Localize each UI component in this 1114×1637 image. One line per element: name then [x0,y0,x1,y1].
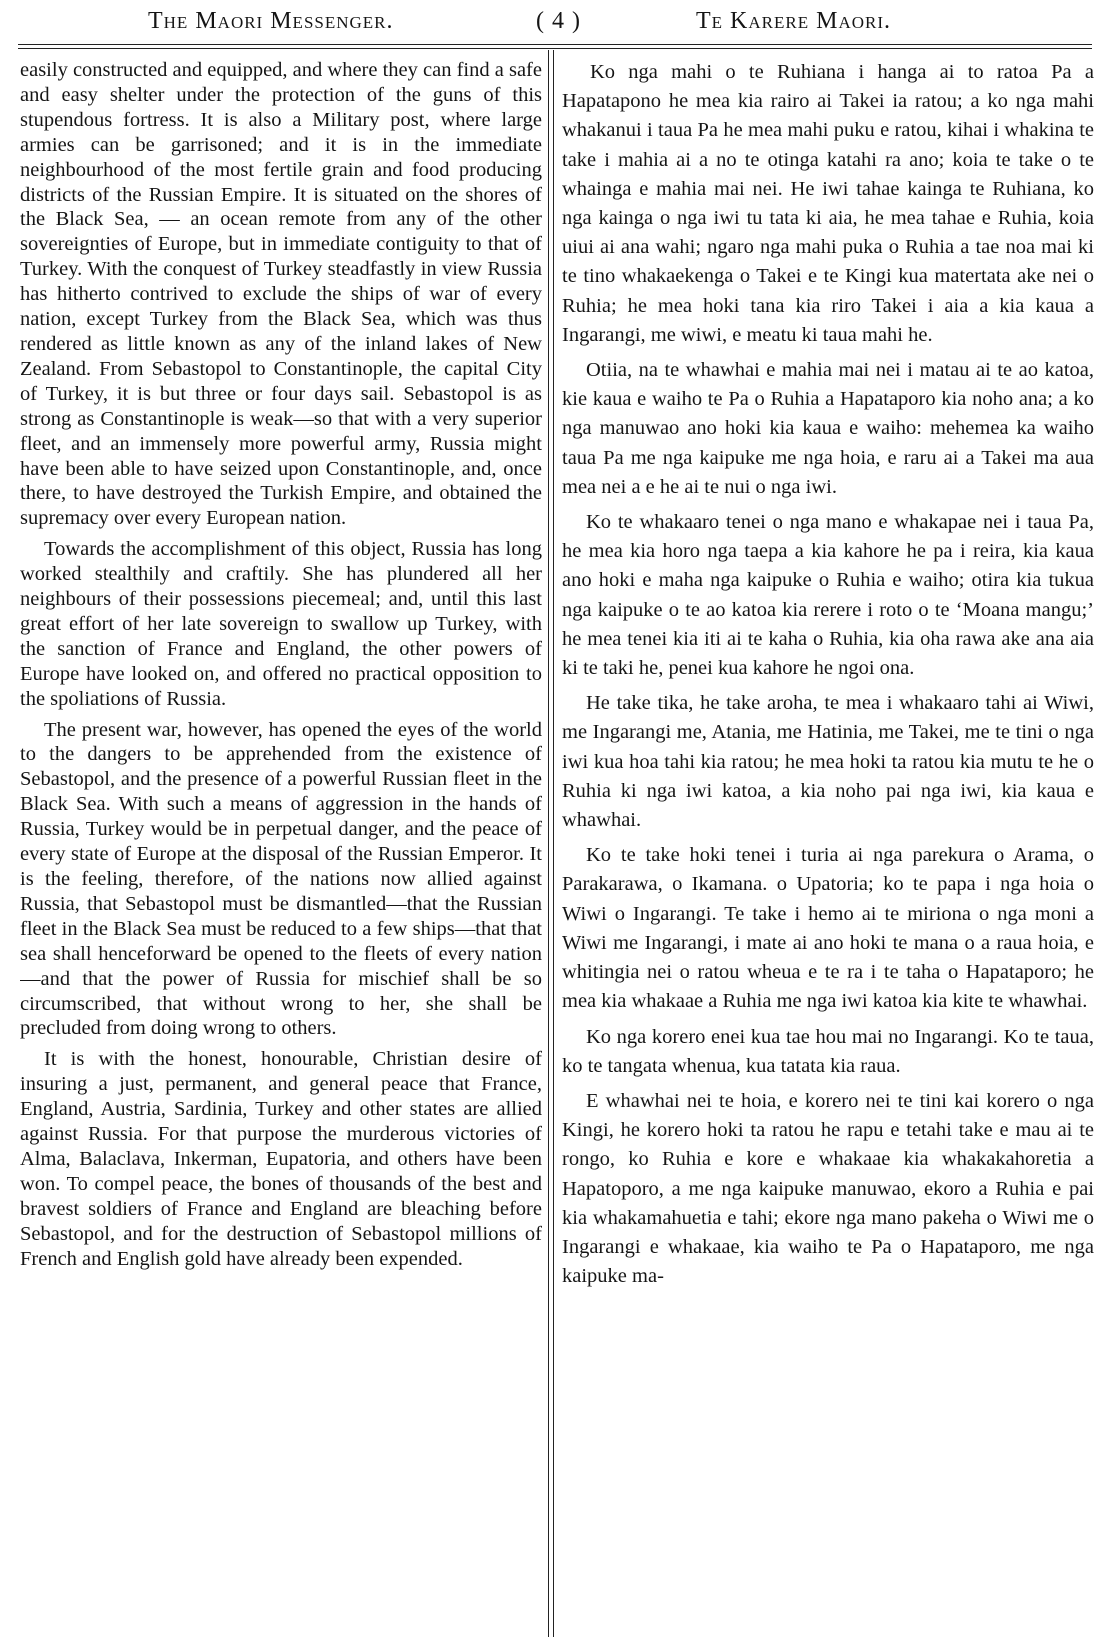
header-rule-thin [18,48,1092,49]
maori-paragraph: Ko te whakaaro tenei o nga mano e whakapae nei i taua Pa, he mea kia horo nga taepa a kia kahore he pa i reira, kia kaua ano hoki e maha nga kaipuke o Ruhia e waiho; otira kia tukua nga kaipuke o te ao katoa kia rerere i roto o te ‘Moana mangu;’ he mea tenei kia iti ai te kaha o Ruhia, kia oha rawa ake ana aia ki te taki he, penei kua kahore he ngoi ona. [562,511,1094,680]
english-paragraph: It is with the honest, honourable, Christian desire of insuring a just, permanent, and general peace that France, England, Austria, Sardinia, Turkey and other states are allied against Russia. For that purpose the murderous victories of Alma, Balaclava, Inkerman, Eupatoria, and others have been won. To compel peace, the bones of thousands of the best and bravest soldiers of France and England are bleaching before Sebastopol, and for the destruction of Sebastopol millions of French and English gold have already been expended. [20,1048,542,1270]
header-rule [18,44,1092,45]
maori-masthead: Te Karere Maori. [696,8,891,34]
column-divider-thin [553,50,554,1637]
page-header [0,0,1114,46]
maori-paragraph: He take tika, he take aroha, te mea i whakaaro tahi ai Wiwi, me Ingarangi me, Atania, me Hatinia, me Takei, me te tini o nga iwi kua hoa tahi kia ratou; he mea hoki ta ratou kia mutu te he o Ruhia ki nga iwi katoa, a kia noho pai nga iwi, kia kaua e whawhai. [562,692,1094,832]
maori-paragraph: Ko nga korero enei kua tae hou mai no Ingarangi. Ko te taua, ko te tangata whenua, kua tatata kia raua. [562,1025,1094,1077]
column-divider [548,50,549,1637]
maori-column [562,58,1094,1637]
english-masthead: The Maori Messenger. [148,8,394,34]
maori-paragraph: Otiia, na te whawhai e mahia mai nei i matau ai te ao katoa, kie kaua e waiho te Pa o Ruhia a Hapataporo kia noho ana; a ko nga manuwao ano hoki kia kaua e waiho: mehemea ka waiho taua Pa me nga kaipuke me nga hoia, e raru ai a Takei ma aua mea nei a e he ai te nui o nga iwi. [562,359,1094,498]
maori-paragraph: Ko nga mahi o te Ruhiana i hanga ai to ratoa Pa a Hapatapono he mea kia rairo ai Takei ia ratou; a ko nga mahi whakanui i taua Pa he mea mahi puku e ratou, kihai i whakina te take i mahia ai a no te otinga katahi ra ano; koia te take o te whainga e mahia mai nei. He iwi tahae kainga te Ruhiana, ko nga kainga o nga iwi tu tata ki aia, he mea tahae e Ruhia, koia uiui ai ana wahi; ngaro nga mahi puka o Ruhia a tae noa mai ki te tino whakaekenga o Takei e te Kingi kua matertata ake nei o Ruhia; he mea hoki tana kia riro Takei i aia a kia kaua a Ingarangi, me wiwi, e meatu ki taua mahi he. [562,61,1094,346]
maori-paragraph: Ko te take hoki tenei i turia ai nga parekura o Arama, o Parakarawa, o Ikamana. o Upatoria; ko te papa i nga hoia o Wiwi o Ingarangi. Te take i hemo ai te miriona o nga moni a Wiwi me Ingarangi, i mate ai ano hoki te mana o a raua hoia, e whitingia nei o ratou wheua e te ra i te taha o Hapataporo; he mea kia whakaae a Ruhia me nga iwi katoa kia kite te whawhai. [562,844,1094,1013]
english-paragraph: easily constructed and equipped, and where they can find a safe and easy shelter under the protection of the guns of this stupendous fortress. It is also a Military post, where large armies can be garrisoned; and it is in the immediate neighbourhood of the most fertile grain and food producing districts of the Russian Empire. It is situated on the shores of the Black Sea, — an ocean remote from any of the other sovereignties of Europe, but in immediate contiguity to that of Turkey. With the conquest of Turkey steadfastly in view Russia has hitherto contrived to exclude the ships of war of every nation, except Turkey from the Black Sea, which was thus rendered as little known as any of the inland lakes of New Zealand. From Sebastopol to Constantinople, the capital City of Turkey, it is but three or four days sail. Sebastopol is as strong as Constantinople is weak—so that with a very superior fleet, and an immensely more powerful army, Russia might have been able to have seized upon Constantinople, and, once there, to have destroyed the Turkish Empire, and obtained the supremacy over every European nation. [20,59,542,530]
english-paragraph: The present war, however, has opened the eyes of the world to the dangers to be apprehended from the existence of Sebastopol, and the presence of a powerful Russian fleet in the Black Sea. With such a means of aggression in the hands of Russia, Turkey would be in perpetual danger, and the peace of every state of Europe at the disposal of the Russian Emperor. It is the feeling, therefore, of the nations now allied against Russia, that Sebastopol must be dismantled—that the Russian fleet in the Black Sea must be reduced to a few ships—that that sea shall henceforward be opened to the fleets of every nation—and that the power of Russia for mischief shall be so circumscribed, that without wrong to her, she shall be precluded from doing wrong to others. [20,718,542,1040]
maori-paragraph: E whawhai nei te hoia, e korero nei te tini kai korero o nga Kingi, he korero hoki ta ratou he rapu e tetahi take e mau ai te rongo, ko Ruhia e kore e whakaae kia whakakahoretia a Hapatoporo, a me nga kaipuke manuwao, ekoro a Ruhia e pai kia whakamahuetia e tahi; ekore nga mano pakeha o Wiwi me o Ingarangi e whakaae, kia waiho te Pa o Hapataporo, me nga kaipuke ma- [562,1089,1094,1288]
english-paragraph: Towards the accomplishment of this object, Russia has long worked stealthily and craftily. She has plundered all her neighbours of their possessions piecemeal; and, until this last great effort of her late sovereign to swallow up Turkey, with the sanction of France and England, the other powers of Europe have looked on, and offered no practical opposition to the spoliations of Russia. [20,538,542,710]
page-number: ( 4 ) [536,8,581,34]
english-column [20,58,542,1637]
